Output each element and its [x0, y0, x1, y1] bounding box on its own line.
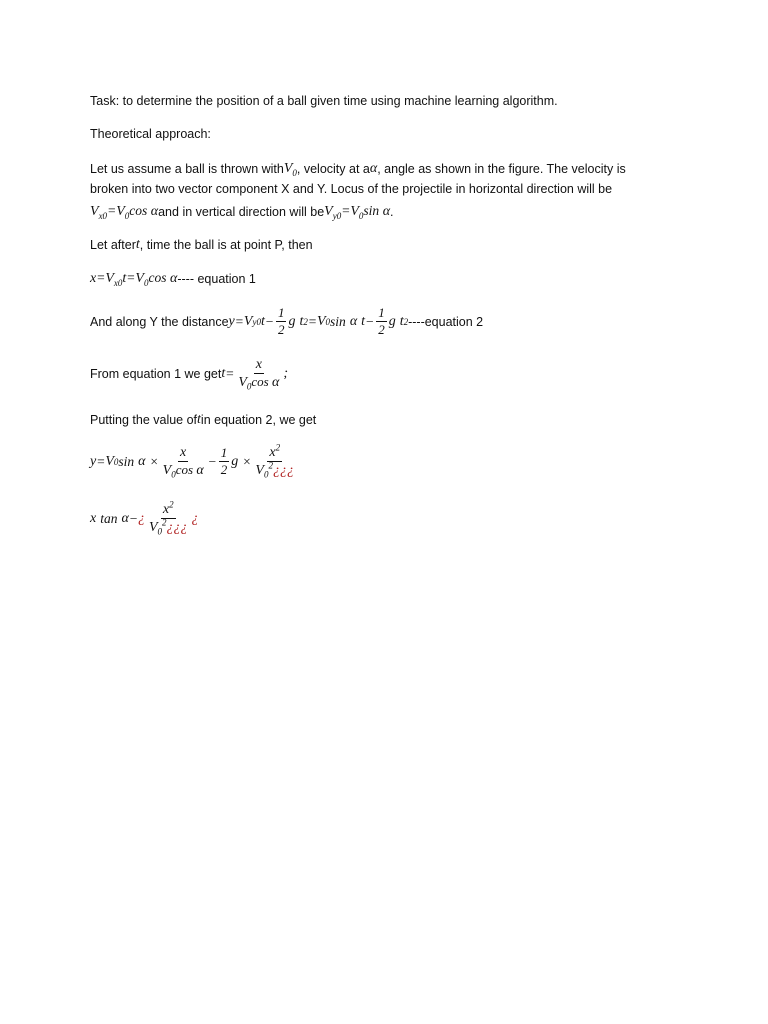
vx0-equation: $V_{x0}=V_0\cos$ α: [90, 203, 159, 221]
x2-over-v02-fraction: $\frac{x^2}{V_0^2¿¿¿}$: [255, 442, 294, 480]
equation-1: [90, 270, 256, 287]
equation-2-math: y = V y0 t − $\frac{1}{2}$ g t 2 = V 0 sin α t − $\frac{1}{2}$ g t 2: [228, 305, 409, 337]
t-symbol: t: [197, 412, 201, 427]
text: Let after: [90, 238, 136, 252]
approach-heading: [90, 127, 211, 141]
render-error-glyph: ¿: [191, 510, 199, 526]
render-error-glyphs: ¿¿¿: [272, 463, 294, 478]
x2-over-v02-fraction: $\frac{x^2}{V_0^2¿¿¿}$: [148, 499, 188, 537]
task-line: [90, 94, 558, 108]
paragraph-line-2: [90, 182, 612, 196]
half-fraction: $\frac{1}{2}$: [378, 305, 385, 337]
render-error-glyph: ¿: [137, 510, 145, 526]
equation-3-math: y = V 0 sin α × $\frac{x}{V_0\cos \alpha}$ − $\frac{1}{2}$ g × $\frac{x^2}{V_0^2¿¿¿}$: [90, 442, 294, 480]
text: , angle as shown in the figure. The velocity is: [377, 162, 626, 176]
t-expression-line: [90, 358, 288, 390]
t-symbol: t: [135, 237, 140, 252]
text: in equation 2, we get: [200, 413, 317, 427]
approach-text: Theoretical approach:: [90, 127, 211, 141]
text: Putting the value of: [90, 413, 198, 427]
text: , time the ball is at point P, then: [139, 238, 313, 252]
half-fraction: $\frac{1}{2}$: [277, 305, 285, 337]
vy0-equation: $V_{y0}=V_0\sin$ α: [324, 203, 391, 221]
text: , velocity at a: [296, 162, 370, 176]
x-over-v0cos-fraction: $\frac{x}{V_0\cos \alpha}$: [162, 444, 204, 480]
text: And along Y the distance: [90, 314, 229, 329]
text: and in vertical direction will be: [158, 204, 325, 219]
text: .: [390, 204, 394, 219]
half-fraction: $\frac{1}{2}$: [220, 445, 228, 477]
task-text: Task: to determine the position of a ball given time using machine learning algorithm.: [90, 94, 558, 108]
equation-4: [90, 499, 199, 537]
alpha-symbol: α: [369, 161, 378, 176]
paragraph-line-3: [90, 203, 394, 220]
text: Let us assume a ball is thrown with: [90, 162, 284, 176]
v0-symbol: $V_0$: [283, 161, 297, 178]
paragraph-line-1: [90, 161, 626, 177]
t-expression: t = $\frac{x}{V_0\cos \alpha}$ ;: [221, 357, 289, 392]
t-fraction: $\frac{x}{V_0\cos \alpha}$: [238, 357, 280, 392]
equation-3: [90, 442, 298, 480]
equation-4-math: x tan α − ¿ $\frac{x^2}{V_0^2¿¿¿}$ ¿: [90, 499, 199, 537]
equation-1-label: ---- equation 1: [177, 271, 256, 286]
equation-2: [90, 306, 483, 337]
equation-1-math: $x=V_{x0}t=V_0\cos$ α: [90, 270, 178, 288]
text: From equation 1 we get: [90, 367, 222, 381]
paragraph-line-8: [90, 412, 316, 428]
paragraph-line-4: [90, 237, 313, 253]
render-error-glyphs: ¿¿¿: [166, 520, 188, 535]
equation-2-label: ----equation 2: [408, 314, 484, 329]
text: broken into two vector component X and Y. Locus of the projectile in horizontal direction will be: [90, 182, 613, 196]
